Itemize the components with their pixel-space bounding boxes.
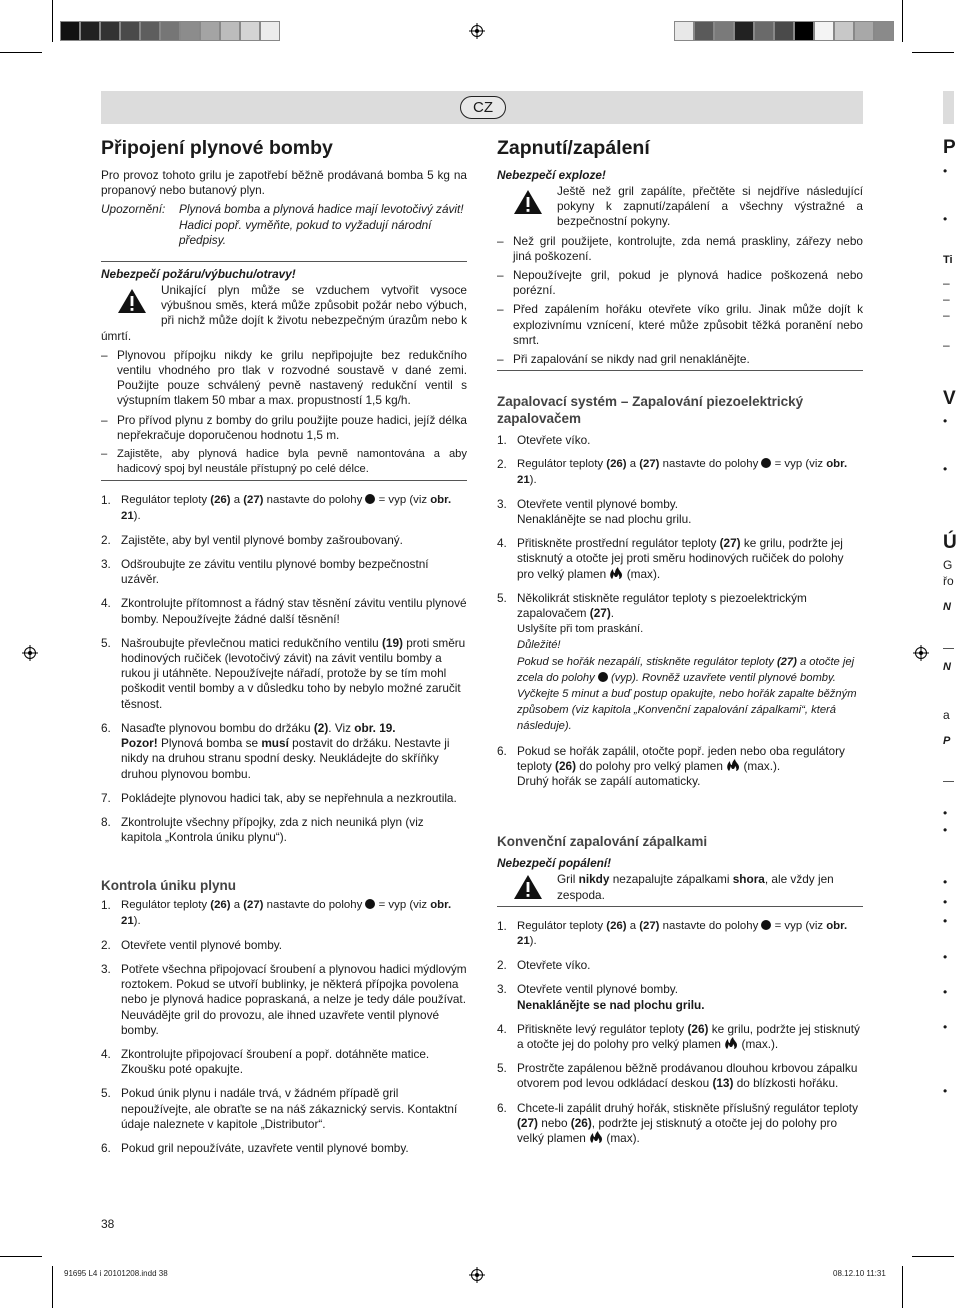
list-item: 5. Pokud únik plynu i nadále trvá, v žádném případě gril nepoužívejte, ale obraťte se na náš zákaznický servis. Kontaktní údaje naleznete v kapitole „Distributor“. [101,1086,458,1131]
off-position-dot-icon [365,899,375,909]
crop-mark [52,0,53,42]
list-item: 4. Přitiskněte prostřední regulátor teploty (27) ke grilu, podržte jej stisknutý a otočte jej proti směru hodinových ručiček do polohy pro velký plamen (max). [497,536,844,581]
header-band-next-page [943,91,954,124]
middle-column [497,136,863,1155]
registration-mark-icon [469,23,485,39]
crop-mark [0,1256,42,1257]
registration-mark-icon [22,645,38,661]
warning-triangle-icon [513,189,543,215]
crop-mark [902,0,903,42]
list-item: 2. Otevřete víko. [497,958,591,973]
note [101,202,467,248]
warning-bullet: – Nepoužívejte gril, pokud je plynová hadice poškozená nebo porézní. [497,268,863,298]
list-item: 5. Prostrčte zapálenou běžně prodávanou dlouhou krbovou zápalku otvorem pod levou odkládací deskou (13) do blízkosti hořáku. [497,1061,858,1091]
warning-title: Nebezpečí popálení! [497,856,612,871]
next-page-bullet: • [943,985,948,999]
list-item: 5. Několikrát stiskněte regulátor teploty s piezoelektrickým zapalovačem (27). Uslyšíte při tom praskání. Důležité! Pokud se hořák nezapálí, stiskněte regulátor teploty (27) a otočte jej zcela do polohy (vyp). Rovněž uzavřete ventil plynové bomby. Vyčkejte 5 minut a buď postup opakujte, nebo hořák zapalte běžným způsobem (viz kapitola „Konvenční zapalování zápalkami“, která následuje). [497,590,857,733]
connection-steps [101,493,467,845]
next-page-rule [943,648,954,649]
next-page-bullet: • [943,414,948,428]
list-item: 3. Otevřete ventil plynové bomby. Nenaklánějte se nad plochu grilu. [497,496,692,527]
next-page-bullet: • [943,875,948,889]
warning-bullet: – Plynovou přípojku nikdy ke grilu nepřipojujte bez redukčního ventilu vhodného pro tlak v rozvodné soustavě v dané zemi. Použijte pouze schválený pevně nastavený redukční ventil s výstupním tlakem 50 mbar a max. propustností 1,5 kg/h. [101,347,467,408]
next-page-heading-fragment: P [943,137,956,158]
next-page-heading-fragment: Ú [943,532,957,553]
list-item: 6. Pokud se hořák zapálil, otočte popř. jeden nebo oba regulátory teploty (26) do polohy pro velký plamen (max.). Druhý hořák se zapálí automaticky. [497,743,845,789]
next-page-text-fragment: řo [943,574,954,588]
registration-mark-icon [469,1267,485,1283]
list-item: 6. Chcete-li zapálit druhý hořák, stiskněte příslušný regulátor teploty (27) nebo (26), podržte jej stisknutý a otočte jej do polohy pro velký plamen (max). [497,1100,858,1145]
warning-title: Nebezpečí požáru/výbuchu/otravy! [101,267,296,282]
next-page-bullet: • [943,806,948,820]
next-page-bullet: • [943,823,948,837]
warning-bullet: – Při zapalování se nikdy nad gril nenaklánějte. [497,352,750,367]
next-page-heading-fragment: V [943,388,956,409]
list-item: 5. Našroubujte převlečnou matici redukčního ventilu (19) proti směru hodinových ručiček (levotočivý závit) na závit ventilu bomby a rukou ji utáhněte. Nepoužívejte nářadí, protože by se tím mohl poškodit ventil bomby a v důsledku toho by nebylo možné zaručit těsnost. [101,635,466,711]
list-item: 2. Regulátor teploty (26) a (27) nastavte do polohy = vyp (viz obr. 21). [497,457,848,486]
warning-text: Ještě než gril zapálíte, přečtěte si nejdříve následující pokyny k zapnutí/zapálení a všechny výstražné a bezpečnostní pokyny. [557,184,863,229]
warning-title: Nebezpečí exploze! [497,168,606,182]
crop-mark [912,52,954,53]
flame-max-icon [589,1131,603,1144]
list-item: 1. Regulátor teploty (26) a (27) nastavte do polohy = vyp (viz obr. 21). [101,898,452,927]
list-item: 3. Otevřete ventil plynové bomby. Nenaklánějte se nad plochu grilu. [497,982,705,1012]
page-number: 38 [101,1217,115,1231]
color-bar-left [60,21,280,41]
warning-bullet: – Pro přívod plynu z bomby do grilu použijte pouze hadici, jejíž délka nepřekračuje doporučenou hodnotu 1,5 m. [101,412,467,442]
crop-mark [0,52,42,53]
next-page-dash: – [943,308,950,322]
subsection-title-leak-check: Kontrola úniku plynu [101,878,236,894]
list-item: 1. Regulátor teploty (26) a (27) nastavte do polohy = vyp (viz obr. 21). [497,918,848,947]
left-column [101,136,467,1165]
next-page-bullet: • [943,1084,948,1098]
piezo-steps [497,433,863,789]
list-item: 4. Zkontrolujte přítomnost a řádný stav těsnění závitu ventilu plynové bomby. Nepoužívejte žádné další těsnění! [101,596,467,626]
note-text: Plynová bomba a plynová hadice mají levotočivý závit! Hadici popř. vyměňte, pokud to vyžadují národní předpisy. [179,202,464,247]
next-page-text-fragment: Ti [943,254,953,266]
next-page-dash: – [943,338,950,352]
list-item: 2. Zajistěte, aby byl ventil plynové bomby zašroubovaný. [101,532,403,547]
section-title-gas-connection: Připojení plynové bomby [101,137,333,159]
next-page-bullet: • [943,895,948,909]
subsection-title-piezo: Zapalovací systém – Zapalování piezoelektrický zapalovačem [497,394,804,427]
footer-file-info: 91695 L4 i 20101208.indd 38 [64,1269,168,1278]
next-page-bullet: • [943,164,948,178]
leak-steps [101,898,467,1156]
next-page-bullet: • [943,950,948,964]
list-item: 4. Zkontrolujte připojovací šroubení a popř. dotáhněte matice. Zkoušku poté opakujte. [101,1046,430,1077]
off-position-dot-icon [761,920,771,930]
registration-mark-icon [913,645,929,661]
crop-mark [902,1266,903,1308]
warning-bullet: – Zajistěte, aby plynová hadice byla pevně namontována a aby hadicový spoj byl neustále přístupný po celé délce. [101,448,467,476]
flame-max-icon [609,567,623,580]
next-page-bullet: • [943,212,948,226]
next-page-dash: – [943,292,950,306]
warning-bullet: – Než gril použijete, kontrolujte, zda nemá praskliny, zářezy nebo jiná poškození. [497,233,863,263]
language-badge: CZ [460,96,506,119]
next-page-bullet: • [943,1020,948,1034]
next-page-rule [943,781,954,782]
next-page-dash: – [943,276,950,290]
next-page-bullet: • [943,462,948,476]
list-item: 6. Nasaďte plynovou bombu do držáku (2). Viz obr. 19. Pozor! Plynová bomba se musí postavit do držáku. Nestavte ji nikdy na druhou stranu spodní desky. Neukládejte do skříňky druhou plynovou bombu. [101,720,450,781]
crop-mark [912,1256,954,1257]
list-item: 7. Pokládejte plynovou hadici tak, aby se nepřehnula a nezkroutila. [101,790,457,805]
next-page-text-fragment: N [943,601,951,613]
next-page-bullet: • [943,914,948,928]
footer-date: 08.12.10 11:31 [833,1269,886,1278]
next-page-text-fragment: G [943,558,953,572]
note-label: Upozornění: [101,202,166,217]
off-position-dot-icon [761,458,771,468]
warning-box-explosion [497,168,863,371]
warning-triangle-icon [117,288,147,314]
list-item: 3. Potřete všechna připojovací šroubení a plynovou hadici mýdlovým roztokem. Pokud se utvoří bublinky, je některá přípojka povolena nebo je plynová hadice popraskaná, a nelze je tedy dále používat. Neuvádějte gril do provozu, ale ihned uzavřete ventil plynové bomby. [101,961,467,1037]
section-title-ignition: Zapnutí/zapálení [497,137,650,159]
match-steps [497,919,863,1146]
flame-max-icon [724,1037,738,1050]
next-page-text-fragment: N [943,661,951,673]
list-item: 2. Otevřete ventil plynové bomby. [101,937,283,952]
warning-bullet: – Před zapálením hořáku otevřete víko grilu. Jinak může dojít k explozivnímu vznícení, které může způsobit těžká poranění nebo smrt. [497,302,863,347]
subsection-title-matches: Konvenční zapalování zápalkami [497,834,708,850]
intro-paragraph: Pro provoz tohoto grilu je zapotřebí běžně prodávaná bomba 5 kg na propanový nebo butanový plyn. [101,168,467,198]
list-item: 1. Otevřete víko. [497,433,591,448]
list-item: 1. Regulátor teploty (26) a (27) nastavte do polohy = vyp (viz obr. 21). [101,493,452,522]
warning-box-fire [101,261,467,481]
warning-text: Gril nikdy nezapalujte zápalkami shora, ale vždy jen zespoda. [557,872,834,902]
warning-box-burn [497,856,863,906]
color-bar-right [674,21,894,41]
list-item: 6. Pokud gril nepoužíváte, uzavřete ventil plynové bomby. [101,1140,409,1155]
warning-triangle-icon [513,874,543,900]
off-position-dot-icon [365,494,375,504]
list-item: 8. Zkontrolujte všechny přípojky, zda z nich neuniká plyn (viz kapitola „Kontrola úniku plynu“). [101,814,424,845]
next-page-text-fragment: a [943,708,950,722]
list-item: 4. Přitiskněte levý regulátor teploty (26) ke grilu, podržte jej stisknutý a otočte jej do polohy pro velký plamen (max.). [497,1021,860,1051]
warning-text: Unikající plyn může se vzduchem vytvořit vysoce výbušnou směs, která může způsobit požár nebo výbuch, při nichž může dojít k životu nebezpečným úrazům nebo k úmrtí. [101,283,467,343]
crop-mark [52,1266,53,1308]
off-position-dot-icon [598,672,608,682]
flame-max-icon [726,759,740,772]
list-item: 3. Odšroubujte ze závitu ventilu plynové bomby bezpečnostní uzávěr. [101,557,429,587]
next-page-text-fragment: P [943,735,951,747]
